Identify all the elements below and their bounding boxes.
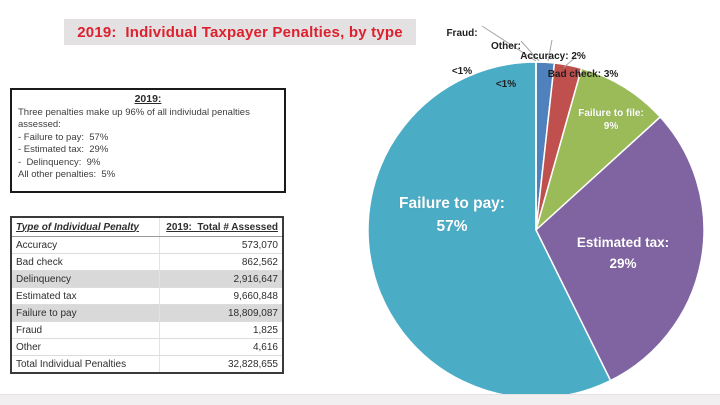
slice-label-failure-to-pay-pct: 57% [377,215,527,238]
slice-label-estimated-tax-pct: 29% [553,253,693,274]
callout-badcheck [542,44,624,94]
assessed-count-cell: 9,660,848 [160,288,283,305]
slice-label-failure-to-file [561,107,661,133]
callout-fraud-pct: <1% [430,66,494,79]
callout-other-pct: <1% [476,79,536,92]
penalty-type-cell: Other [11,339,160,356]
summary-line: - Delinquency: 9% [18,157,278,170]
callout-fraud-name: Fraud: [430,28,494,41]
slice-label-failure-to-file-pct: 9% [561,120,661,133]
assessed-count-cell: 573,070 [160,237,283,254]
penalty-type-cell: Estimated tax [11,288,160,305]
summary-line: - Failure to pay: 57% [18,132,278,145]
penalty-type-cell: Accuracy [11,237,160,254]
column-header-total-assessed: 2019: Total # Assessed [160,217,283,237]
total-row-value: 32,828,655 [160,356,283,374]
penalty-type-cell: Fraud [11,322,160,339]
slice-label-failure-to-file-name: Failure to file: [561,107,661,120]
slice-label-estimated-tax-name: Estimated tax: [553,232,693,253]
assessed-count-cell: 4,616 [160,339,283,356]
callout-other-name: Other: [476,41,536,54]
column-header-penalty-type: Type of Individual Penalty [11,217,160,237]
slice-label-failure-to-pay [377,192,527,238]
assessed-count-cell: 862,562 [160,254,283,271]
slide-title: 2019: Individual Taxpayer Penalties, by type [77,24,403,41]
summary-line: - Estimated tax: 29% [18,144,278,157]
total-row-label: Total Individual Penalties [11,356,160,374]
summary-heading: 2019: [18,93,278,106]
callout-accuracy-text: Accuracy: 2% [516,51,590,64]
penalty-type-cell: Failure to pay [11,305,160,322]
bottom-edge-strip [0,394,720,405]
assessed-count-cell: 18,809,087 [160,305,283,322]
callout-badcheck-text: Bad check: 3% [542,69,624,82]
assessed-count-cell: 1,825 [160,322,283,339]
summary-line: Three penalties make up 96% of all indiviudal penalties assessed: [18,107,278,132]
slice-label-failure-to-pay-name: Failure to pay: [377,192,527,215]
summary-line: All other penalties: 5% [18,169,278,182]
penalty-type-cell: Bad check [11,254,160,271]
penalty-type-cell: Delinquency [11,271,160,288]
slice-label-estimated-tax [553,232,693,274]
assessed-count-cell: 2,916,647 [160,271,283,288]
